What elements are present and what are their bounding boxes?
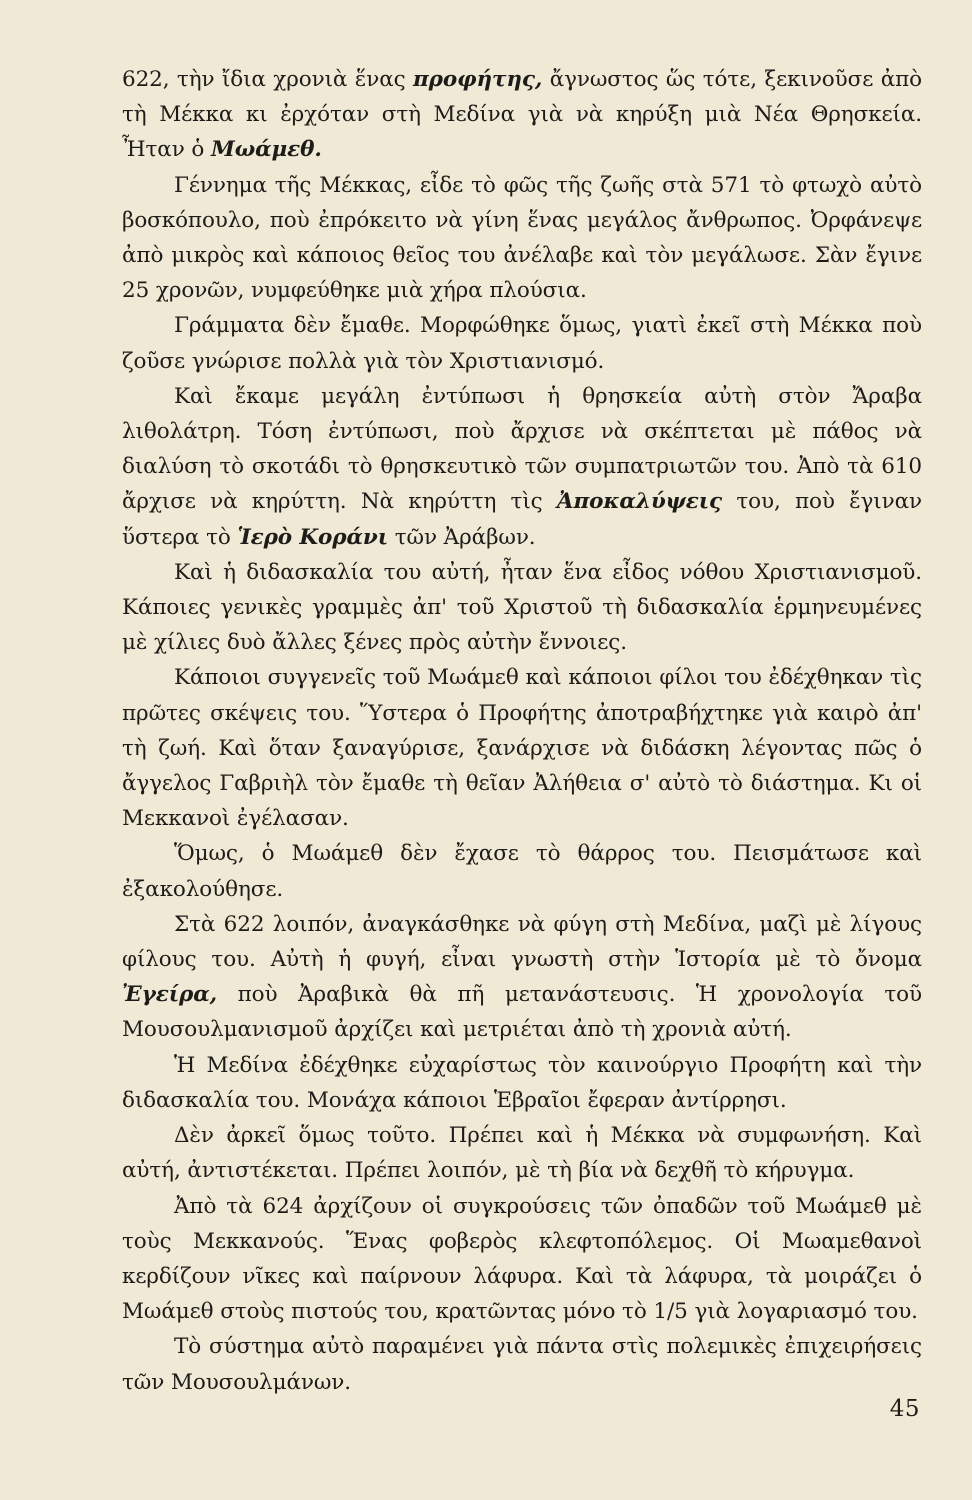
paragraph [122,660,922,836]
paragraph [122,1118,922,1188]
paragraph [122,379,922,555]
paragraph [122,1329,922,1399]
text-segment: Γράμματα δὲν ἔμαθε. Μορφώθηκε ὅμως, γιατὶ ἐκεῖ στὴ Μέκκα ποὺ ζοῦσε γνώρισε πολλὰ γιὰ τὸν Χριστιανισμό. [122,313,922,374]
emphasized-term: Μωάμεθ. [211,137,322,163]
text-segment: ποὺ Ἀραβικὰ θὰ πῆ μετανάστευσις. Ἡ χρονολογία τοῦ Μουσουλμανισμοῦ ἀρχίζει καὶ μετριέται ἀπὸ τὴ χρονιὰ αὐτή. [122,982,922,1043]
emphasized-term: Ἀποκαλύψεις [556,489,723,515]
text-segment: Ἀπὸ τὰ 624 ἀρχίζουν οἱ συγκρούσεις τῶν ὀπαδῶν τοῦ Μωάμεθ μὲ τοὺς Μεκκανούς. Ἕνας φοβερὸς κλεφτοπόλεμος. Οἱ Μωαμεθανοὶ κερδίζουν νῖκες καὶ παίρνουν λάφυρα. Καὶ τὰ λάφυρα, τὰ μοιράζει ὁ Μωάμεθ στοὺς πιστούς του, κρατῶντας μόνο τὸ 1/5 γιὰ λογαριασμό του. [122,1193,922,1325]
text-segment: τῶν Ἀράβων. [388,524,536,550]
text-segment: Καὶ ἡ διδασκαλία του αὐτή, ἦταν ἕνα εἶδος νόθου Χριστιανισμοῦ. Κάποιες γενικὲς γραμμὲς ἀπ' τοῦ Χριστοῦ τὴ διδασκαλία ἑρμηνευμένες μὲ χίλιες δυὸ ἄλλες ξένες πρὸς αὐτὴν ἔννοιες. [122,559,922,656]
text-segment: ἄγνωστος ὥς τότε, ξεκινοῦσε ἀπὸ τὴ Μέκκα κι ἐρχόταν στὴ Μεδίνα γιὰ νὰ κηρύξη μιὰ Νέα Θρησκεία. Ἦταν ὁ [122,67,922,163]
text-segment: του, ποὺ ἔγιναν ὕστερα τὸ [122,489,922,550]
paragraph [122,907,922,1048]
emphasized-term: Ἱερὸ Κοράνι [237,524,389,550]
paragraph [122,555,922,661]
paragraph [122,1189,922,1330]
page-body [122,62,922,1400]
paragraph [122,836,922,906]
emphasized-term: Ἐγείρα, [122,982,218,1008]
paragraph [122,308,922,378]
text-segment: Καὶ ἔκαμε μεγάλη ἐντύπωσι ἡ θρησκεία αὐτὴ στὸν Ἄραβα λιθολάτρη. Τόση ἐντύπωσι, ποὺ ἄρχισε νὰ σκέπτεται μὲ πάθος νὰ διαλύση τὸ σκοτάδι τὸ θρησκευτικὸ τῶν συμπατριωτῶν του. Ἀπὸ τὰ 610 ἄρχισε νὰ κηρύττη. Νὰ κηρύττη τὶς [122,383,922,515]
text-segment: Γέννημα τῆς Μέκκας, εἶδε τὸ φῶς τῆς ζωῆς στὰ 571 τὸ φτωχὸ αὐτὸ βοσκόπουλο, ποὺ ἐπρόκειτο νὰ γίνη ἕνας μεγάλος ἄνθρωπος. Ὀρφάνεψε ἀπὸ μικρὸς καὶ κάποιος θεῖος του ἀνέλαβε καὶ τὸν μεγάλωσε. Σὰν ἔγινε 25 χρονῶν, νυμφεύθηκε μιὰ χήρα πλούσια. [122,172,922,304]
text-segment: Στὰ 622 λοιπόν, ἀναγκάσθηκε νὰ φύγη στὴ Μεδίνα, μαζὶ μὲ λίγους φίλους του. Αὐτὴ ἡ φυγή, εἶναι γνωστὴ στὴν Ἱστορία μὲ τὸ ὄνομα [122,911,922,973]
text-segment: Τὸ σύστημα αὐτὸ παραμένει γιὰ πάντα στὶς πολεμικὲς ἐπιχειρήσεις τῶν Μουσουλμάνων. [122,1334,922,1395]
paragraph [122,1048,922,1118]
page-number: 45 [889,1396,920,1422]
emphasized-term: προφήτης, [413,67,543,92]
text-segment: Δὲν ἀρκεῖ ὅμως τοῦτο. Πρέπει καὶ ἡ Μέκκα νὰ συμφωνήση. Καὶ αὐτή, ἀντιστέκεται. Πρέπει λοιπόν, μὲ τὴ βία νὰ δεχθῆ τὸ κήρυγμα. [122,1123,922,1184]
text-segment: Ὅμως, ὁ Μωάμεθ δὲν ἔχασε τὸ θάρρος του. Πεισμάτωσε καὶ ἐξακολούθησε. [122,841,922,902]
text-segment: Κάποιοι συγγενεῖς τοῦ Μωάμεθ καὶ κάποιοι φίλοι του ἐδέχθηκαν τὶς πρῶτες σκέψεις του. Ὕστερα ὁ Προφήτης ἀποτραβήχτηκε γιὰ καιρὸ ἀπ' τὴ ζωή. Καὶ ὅταν ξαναγύρισε, ξανάρχισε νὰ διδάσκη λέγοντας πῶς ὁ ἄγγελος Γαβριὴλ τὸν ἔμαθε τὴ θεῖαν Ἀλήθεια σ' αὐτὸ τὸ διάστημα. Κι οἱ Μεκκανοὶ ἐγέλασαν. [122,665,922,832]
paragraph [122,62,922,168]
text-segment: 622, τὴν ἴδια χρονιὰ ἕνας [122,67,414,92]
text-segment: Ἡ Μεδίνα ἐδέχθηκε εὐχαρίστως τὸν καινούργιο Προφήτη καὶ τὴν διδασκαλία του. Μονάχα κάποιοι Ἑβραῖοι ἔφεραν ἀντίρρησι. [122,1052,922,1113]
paragraph [122,168,922,309]
